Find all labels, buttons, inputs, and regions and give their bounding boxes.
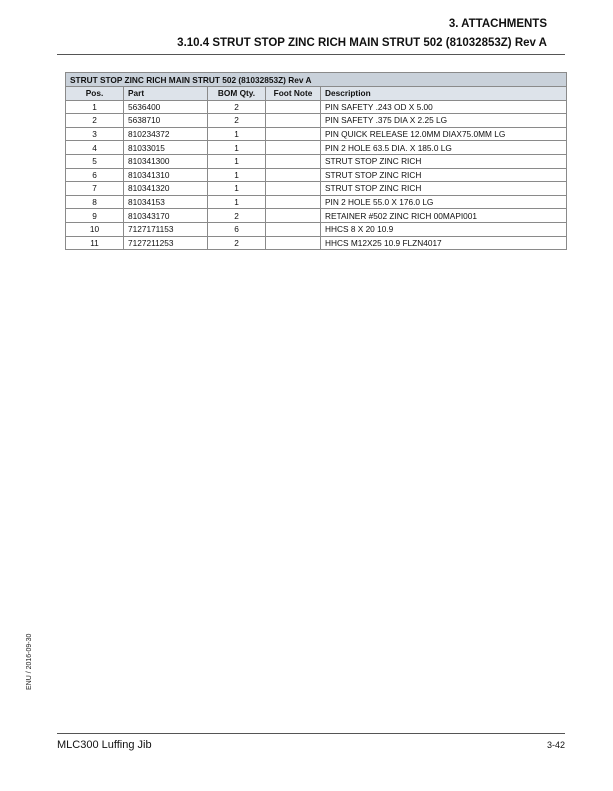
cell-description: HHCS M12X25 10.9 FLZN4017	[321, 236, 567, 250]
table-row	[66, 236, 567, 250]
cell-part: 810341310	[124, 168, 208, 182]
cell-qty: 2	[208, 209, 266, 223]
cell-pos: 1	[66, 100, 124, 114]
cell-pos: 3	[66, 127, 124, 141]
cell-footnote	[266, 222, 321, 236]
cell-footnote	[266, 168, 321, 182]
cell-pos: 7	[66, 182, 124, 196]
cell-description: STRUT STOP ZINC RICH	[321, 182, 567, 196]
cell-description: STRUT STOP ZINC RICH	[321, 154, 567, 168]
section-heading: 3.10.4 STRUT STOP ZINC RICH MAIN STRUT 502 (81032853Z) Rev A	[177, 37, 547, 49]
parts-table	[65, 72, 567, 250]
cell-footnote	[266, 114, 321, 128]
table-row	[66, 154, 567, 168]
cell-footnote	[266, 127, 321, 141]
cell-description: PIN SAFETY .243 OD X 5.00	[321, 100, 567, 114]
column-header-pos: Pos.	[66, 87, 124, 101]
cell-footnote	[266, 195, 321, 209]
cell-qty: 1	[208, 127, 266, 141]
cell-part: 81033015	[124, 141, 208, 155]
column-header-qty: BOM Qty.	[208, 87, 266, 101]
cell-qty: 2	[208, 100, 266, 114]
cell-part: 810341320	[124, 182, 208, 196]
footer-title: MLC300 Luffing Jib	[57, 739, 152, 751]
column-header-description: Description	[321, 87, 567, 101]
cell-part: 7127171153	[124, 222, 208, 236]
cell-pos: 8	[66, 195, 124, 209]
cell-description: HHCS 8 X 20 10.9	[321, 222, 567, 236]
table-row	[66, 222, 567, 236]
cell-qty: 1	[208, 182, 266, 196]
cell-description: RETAINER #502 ZINC RICH 00MAPI001	[321, 209, 567, 223]
cell-footnote	[266, 141, 321, 155]
cell-description: PIN 2 HOLE 63.5 DIA. X 185.0 LG	[321, 141, 567, 155]
header-divider	[57, 54, 565, 55]
cell-part: 810234372	[124, 127, 208, 141]
cell-part: 7127211253	[124, 236, 208, 250]
table-caption: STRUT STOP ZINC RICH MAIN STRUT 502 (81032853Z) Rev A	[66, 73, 567, 87]
cell-pos: 9	[66, 209, 124, 223]
column-header-footnote: Foot Note	[266, 87, 321, 101]
table-row	[66, 114, 567, 128]
cell-footnote	[266, 100, 321, 114]
cell-pos: 11	[66, 236, 124, 250]
cell-part: 5638710	[124, 114, 208, 128]
table-row	[66, 100, 567, 114]
cell-pos: 2	[66, 114, 124, 128]
table-row	[66, 195, 567, 209]
cell-qty: 1	[208, 195, 266, 209]
table-header-row	[66, 87, 567, 101]
cell-qty: 6	[208, 222, 266, 236]
cell-part: 5636400	[124, 100, 208, 114]
page-number: 3-42	[546, 740, 565, 750]
cell-pos: 5	[66, 154, 124, 168]
table-row	[66, 182, 567, 196]
table-row	[66, 127, 567, 141]
column-header-part: Part	[124, 87, 208, 101]
table-body	[66, 100, 567, 250]
cell-part: 81034153	[124, 195, 208, 209]
cell-qty: 2	[208, 114, 266, 128]
footer-divider	[57, 733, 565, 734]
cell-qty: 2	[208, 236, 266, 250]
cell-part: 810341300	[124, 154, 208, 168]
cell-qty: 1	[208, 168, 266, 182]
cell-footnote	[266, 209, 321, 223]
cell-footnote	[266, 236, 321, 250]
cell-qty: 1	[208, 141, 266, 155]
cell-description: PIN 2 HOLE 55.0 X 176.0 LG	[321, 195, 567, 209]
cell-description: PIN SAFETY .375 DIA X 2.25 LG	[321, 114, 567, 128]
cell-pos: 4	[66, 141, 124, 155]
chapter-heading: 3. ATTACHMENTS	[448, 18, 547, 30]
table-row	[66, 141, 567, 155]
cell-footnote	[266, 154, 321, 168]
table-caption-row	[66, 73, 567, 87]
table-row	[66, 168, 567, 182]
cell-part: 810343170	[124, 209, 208, 223]
table-row	[66, 209, 567, 223]
side-date-label: ENU / 2016-09-30	[26, 633, 33, 690]
cell-pos: 10	[66, 222, 124, 236]
cell-pos: 6	[66, 168, 124, 182]
cell-description: PIN QUICK RELEASE 12.0MM DIAX75.0MM LG	[321, 127, 567, 141]
cell-footnote	[266, 182, 321, 196]
cell-description: STRUT STOP ZINC RICH	[321, 168, 567, 182]
cell-qty: 1	[208, 154, 266, 168]
